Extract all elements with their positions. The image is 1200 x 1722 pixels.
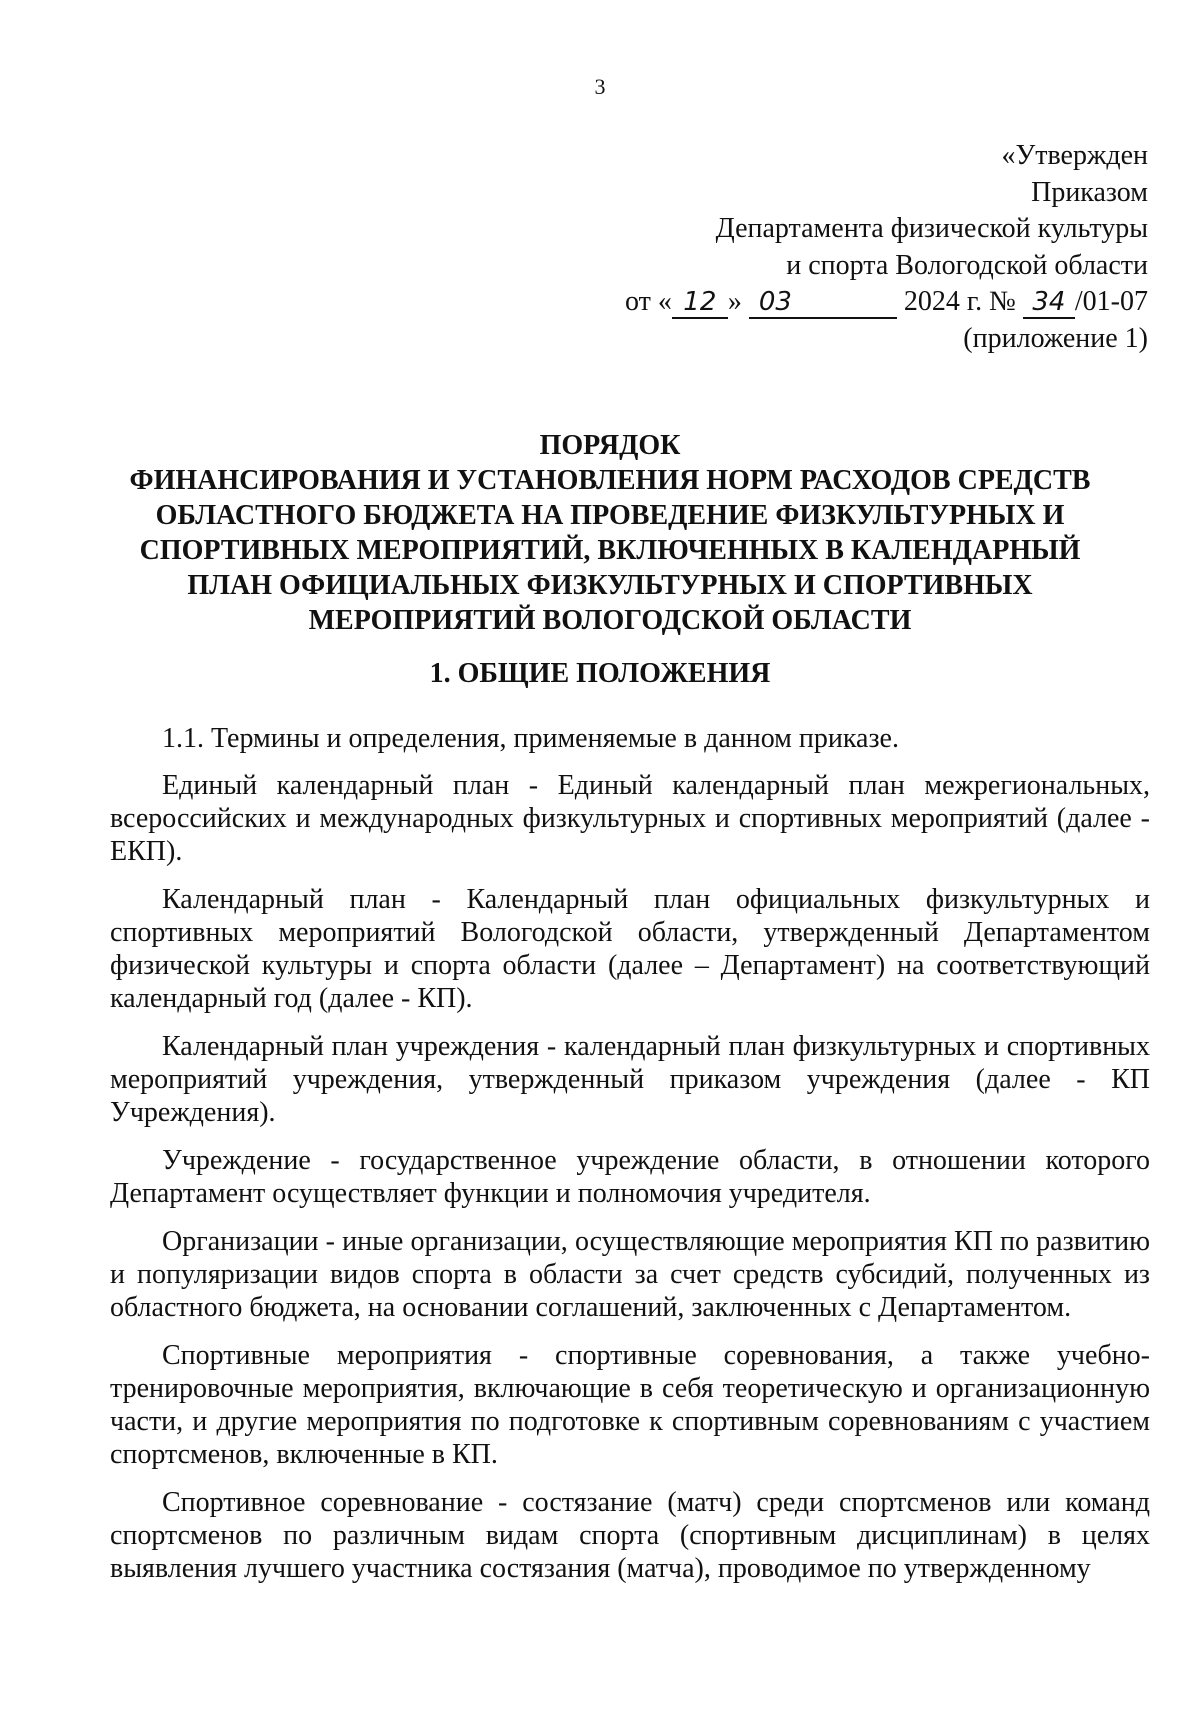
approval-line: Приказом (1031, 176, 1148, 208)
paragraph: Учреждение - государственное учреждение области, в отношении которого Департамент осуществляет функции и полномочия учредителя. (110, 1145, 1150, 1209)
title-line: ПЛАН ОФИЦИАЛЬНЫХ ФИЗКУЛЬТУРНЫХ И СПОРТИВНЫХ (187, 570, 1033, 601)
title-line: ФИНАНСИРОВАНИЯ И УСТАНОВЛЕНИЯ НОРМ РАСХОДОВ СРЕДСТВ (129, 465, 1091, 496)
paragraph: Организации - иные организации, осуществляющие мероприятия КП по развитию и популяризации видов спорта в области за счет средств субсидий, полученных из областного бюджета, на основании соглашений, заключенных с Департаментом. (110, 1226, 1150, 1323)
document-title (110, 428, 1110, 638)
paragraph: 1.1. Термины и определения, применяемые в данном приказе. (162, 723, 899, 754)
title-line: ОБЛАСТНОГО БЮДЖЕТА НА ПРОВЕДЕНИЕ ФИЗКУЛЬТУРНЫХ И (155, 500, 1065, 531)
year-text: 2024 г. № (903, 286, 1016, 317)
approval-line: и спорта Вологодской области (786, 249, 1148, 281)
order-number-suffix: /01-07 (1074, 286, 1148, 317)
date-prefix: от « (624, 286, 672, 317)
body-text (110, 722, 1150, 1600)
title-line: МЕРОПРИЯТИЙ ВОЛОГОДСКОЙ ОБЛАСТИ (308, 605, 912, 636)
page-number: 3 (594, 74, 606, 99)
handwritten-month: 03 (749, 287, 897, 319)
section-heading: 1. ОБЩИЕ ПОЛОЖЕНИЯ (429, 658, 771, 689)
approval-date-line (625, 284, 1148, 321)
handwritten-order-number: 34 (1023, 287, 1075, 319)
paragraph: Спортивные мероприятия - спортивные соревнования, а также учебно-тренировочные мероприятия, включающие в себя теоретическую и организационную части, и другие мероприятия по подготовке к спортивным соревнованиям с участием спортсменов, включенные в КП. (110, 1340, 1150, 1470)
approval-line: Департамента физической культуры (715, 213, 1148, 244)
day-close: » (727, 286, 742, 317)
handwritten-day: 12 (672, 287, 728, 319)
approval-block (625, 138, 1148, 357)
title-line: СПОРТИВНЫХ МЕРОПРИЯТИЙ, ВКЛЮЧЕННЫХ В КАЛЕНДАРНЫЙ (139, 535, 1081, 566)
title-line: ПОРЯДОК (539, 430, 681, 461)
approval-line: «Утвержден (1001, 140, 1148, 171)
paragraph: Спортивное соревнование - состязание (матч) среди спортсменов или команд спортсменов по различным видам спорта (спортивным дисциплинам) в целях выявления лучшего участника состязания (матча), проводимое по утвержденному (110, 1487, 1150, 1584)
paragraph: Единый календарный план - Единый календарный план межрегиональных, всероссийских и международных физкультурных и спортивных мероприятий (далее - ЕКП). (110, 770, 1150, 867)
paragraph: Календарный план учреждения - календарный план физкультурных и спортивных мероприятий учреждения, утвержденный приказом учреждения (далее - КП Учреждения). (110, 1031, 1150, 1128)
approval-attachment: (приложение 1) (963, 322, 1148, 354)
paragraph: Календарный план - Календарный план официальных физкультурных и спортивных мероприятий Вологодской области, утвержденный Департаментом физической культуры и спорта области (далее – Департамент) на соответствующий календарный год (далее - КП). (110, 884, 1150, 1014)
